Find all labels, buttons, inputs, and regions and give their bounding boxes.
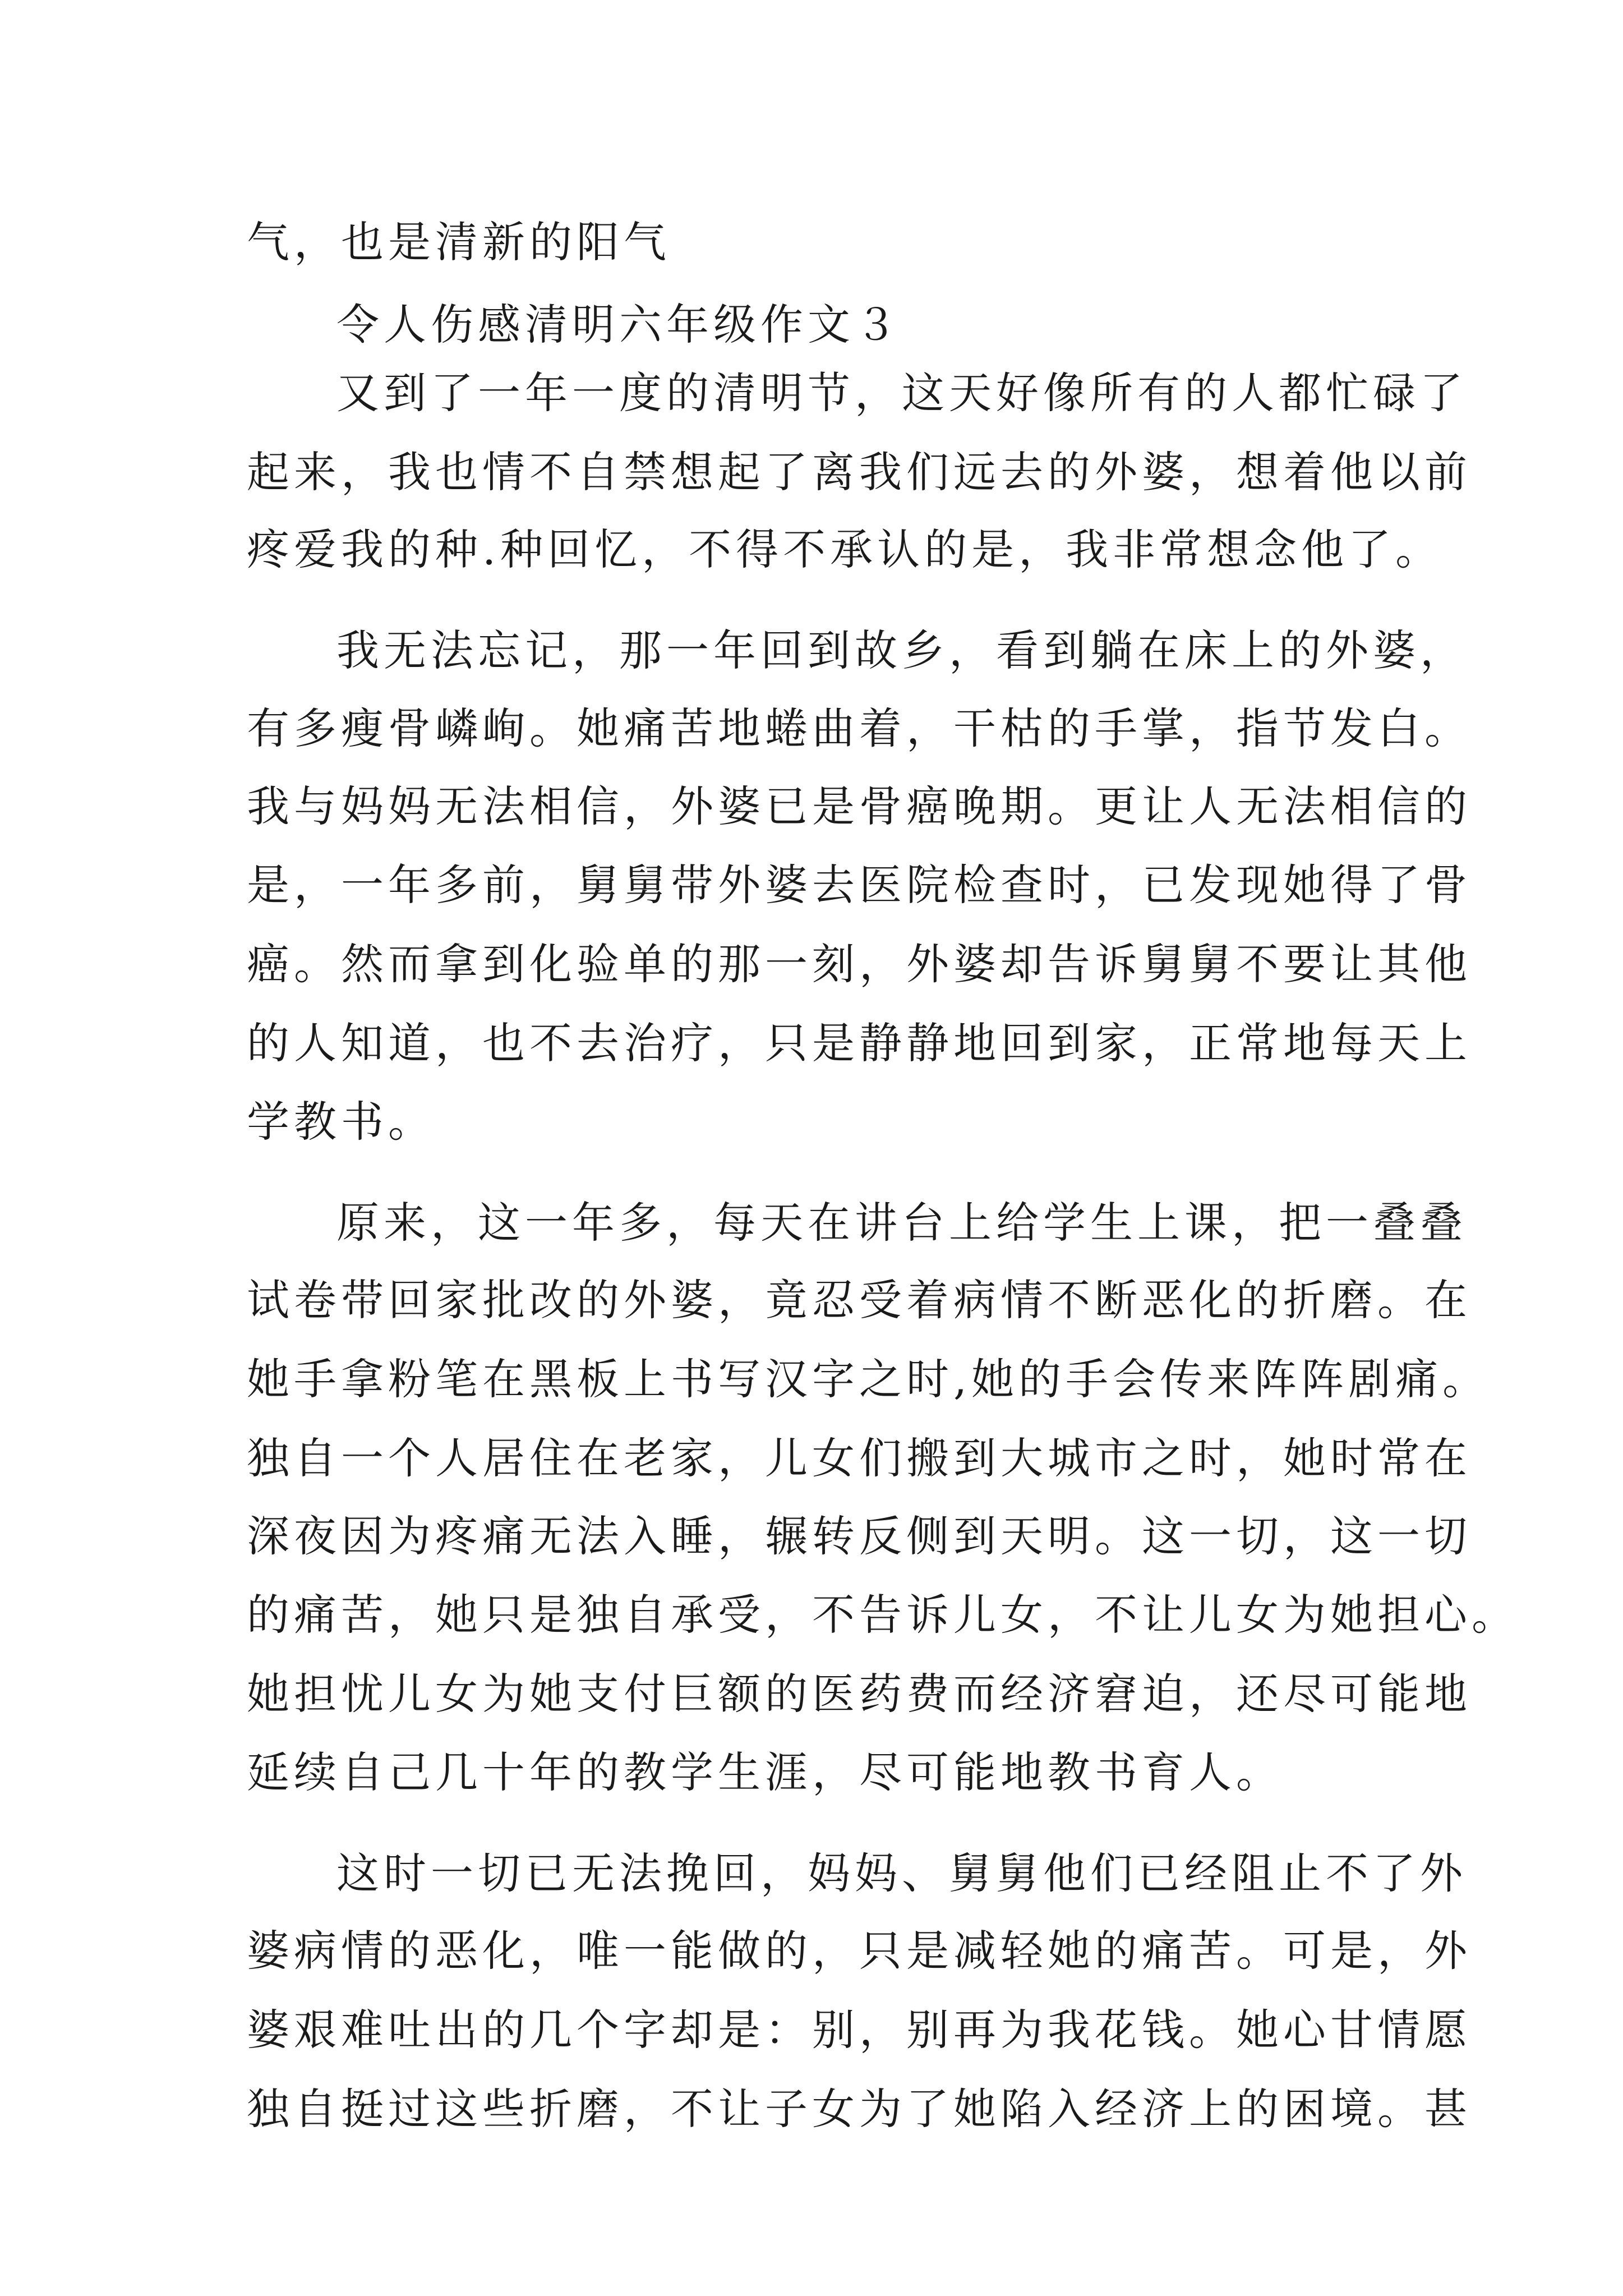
text-line: 有多瘦骨嶙峋。她痛苦地蜷曲着，干枯的手掌，指节发白。	[247, 703, 1472, 753]
text-line: 气，也是清新的阳气	[247, 217, 671, 267]
text-line: 我与妈妈无法相信，外婆已是骨癌晚期。更让人无法相信的	[247, 781, 1472, 831]
text-line: 学教书。	[247, 1097, 435, 1147]
text-line: 婆病情的恶化，唯一能做的，只是减轻她的痛苦。可是，外	[247, 1926, 1472, 1976]
text-line: 又到了一年一度的清明节，这天好像所有的人都忙碌了	[336, 368, 1467, 418]
text-line: 的人知道，也不去治疗，只是静静地回到家，正常地每天上	[247, 1018, 1472, 1068]
text-line: 延续自己几十年的教学生涯，尽可能地教书育人。	[247, 1747, 1283, 1797]
text-line: 我无法忘记，那一年回到故乡，看到躺在床上的外婆，	[336, 625, 1467, 675]
text-line: 原来，这一年多，每天在讲台上给学生上课，把一叠叠	[336, 1198, 1467, 1248]
text-line: 她手拿粉笔在黑板上书写汉字之时,她的手会传来阵阵剧痛。	[247, 1354, 1490, 1404]
text-line: 婆艰难吐出的几个字却是：别，别再为我花钱。她心甘情愿	[247, 2005, 1472, 2055]
text-line: 她担忧儿女为她支付巨额的医药费而经济窘迫，还尽可能地	[247, 1669, 1472, 1719]
text-line: 独自一个人居住在老家，儿女们搬到大城市之时，她时常在	[247, 1433, 1472, 1483]
text-line: 起来，我也情不自禁想起了离我们远去的外婆，想着他以前	[247, 447, 1472, 497]
text-line: 癌。然而拿到化验单的那一刻，外婆却告诉舅舅不要让其他	[247, 939, 1472, 989]
text-line: 这时一切已无法挽回，妈妈、舅舅他们已经阻止不了外	[336, 1848, 1467, 1898]
text-line: 深夜因为疼痛无法入睡，辗转反侧到天明。这一切，这一切	[247, 1511, 1472, 1561]
text-line: 独自挺过这些折磨，不让子女为了她陷入经济上的困境。甚	[247, 2084, 1472, 2134]
text-line: 是，一年多前，舅舅带外婆去医院检查时，已发现她得了骨	[247, 860, 1472, 910]
text-line: 试卷带回家批改的外婆，竟忍受着病情不断恶化的折磨。在	[247, 1275, 1472, 1325]
text-line: 疼爱我的种.种回忆，不得不承认的是，我非常想念他了。	[247, 524, 1443, 574]
text-line: 令人伤感清明六年级作文３	[336, 300, 902, 349]
text-line: 的痛苦，她只是独自承受，不告诉儿女，不让儿女为她担心。	[247, 1590, 1519, 1640]
